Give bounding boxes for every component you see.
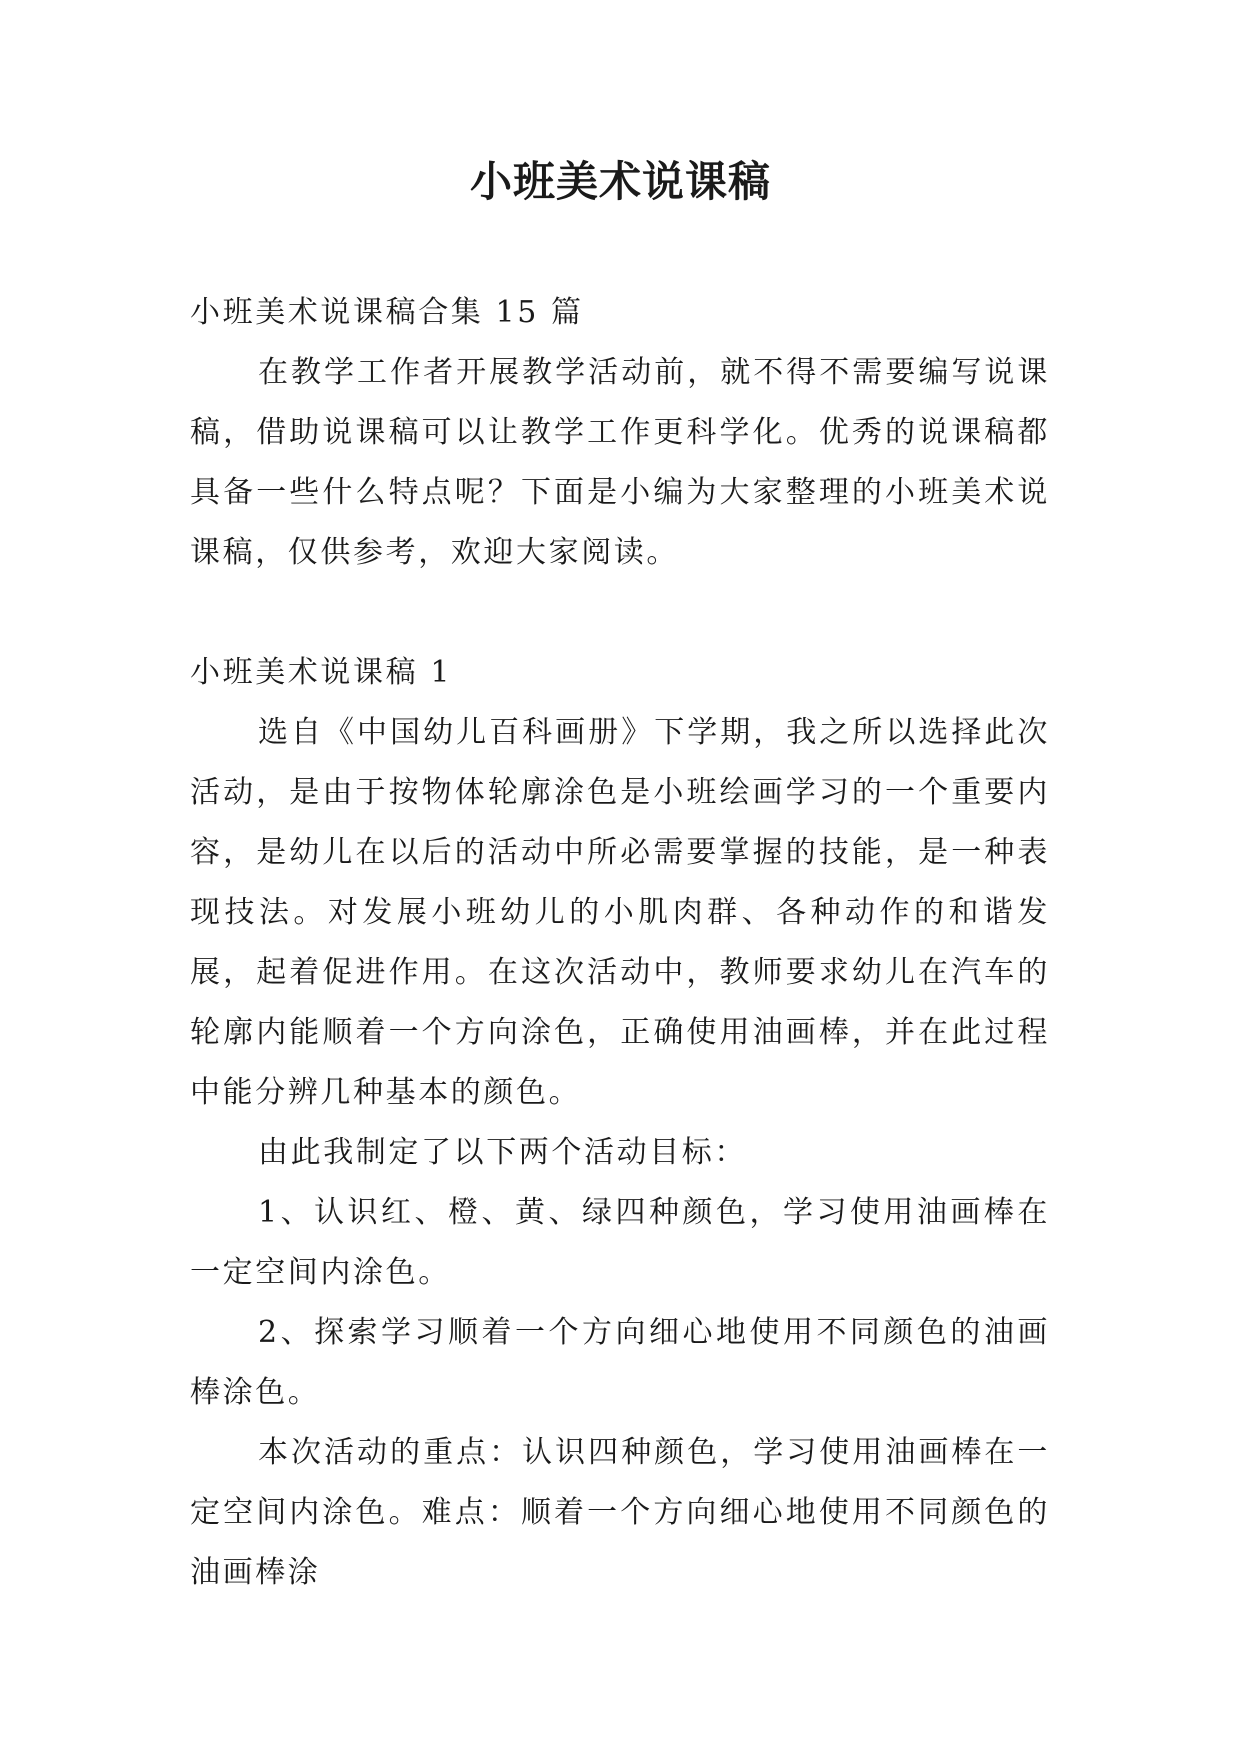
body-paragraph: 选自《中国幼儿百科画册》下学期，我之所以选择此次活动，是由于按物体轮廓涂色是小班绘画学习的一个重要内容，是幼儿在以后的活动中所必需要掌握的技能，是一种表现技法。对发展小班幼儿的小肌肉群、各种动作的和谐发展，起着促进作用。在这次活动中，教师要求幼儿在汽车的轮廓内能顺着一个方向涂色，正确使用油画棒，并在此过程中能分辨几种基本的颜色。	[190, 715, 1050, 1110]
body-paragraph: 由此我制定了以下两个活动目标：	[258, 1135, 747, 1170]
goal-item: 2、探索学习顺着一个方向细心地使用不同颜色的油画棒涂色。	[190, 1315, 1050, 1410]
document-title: 小班美术说课稿	[469, 157, 771, 206]
goal-item: 1、认识红、橙、黄、绿四种颜色，学习使用油画棒在一定空间内涂色。	[190, 1195, 1050, 1290]
paragraph-spacer	[190, 583, 1050, 643]
document-subtitle: 小班美术说课稿合集 15 篇	[190, 295, 584, 330]
document-body	[190, 283, 1050, 1603]
body-paragraph: 本次活动的重点：认识四种颜色，学习使用油画棒在一定空间内涂色。难点：顺着一个方向细心地使用不同颜色的油画棒涂	[190, 1435, 1050, 1590]
section-heading: 小班美术说课稿 1	[190, 655, 453, 690]
intro-paragraph: 在教学工作者开展教学活动前，就不得不需要编写说课稿，借助说课稿可以让教学工作更科学化。优秀的说课稿都具备一些什么特点呢？下面是小编为大家整理的小班美术说课稿，仅供参考，欢迎大家阅读。	[190, 355, 1050, 570]
